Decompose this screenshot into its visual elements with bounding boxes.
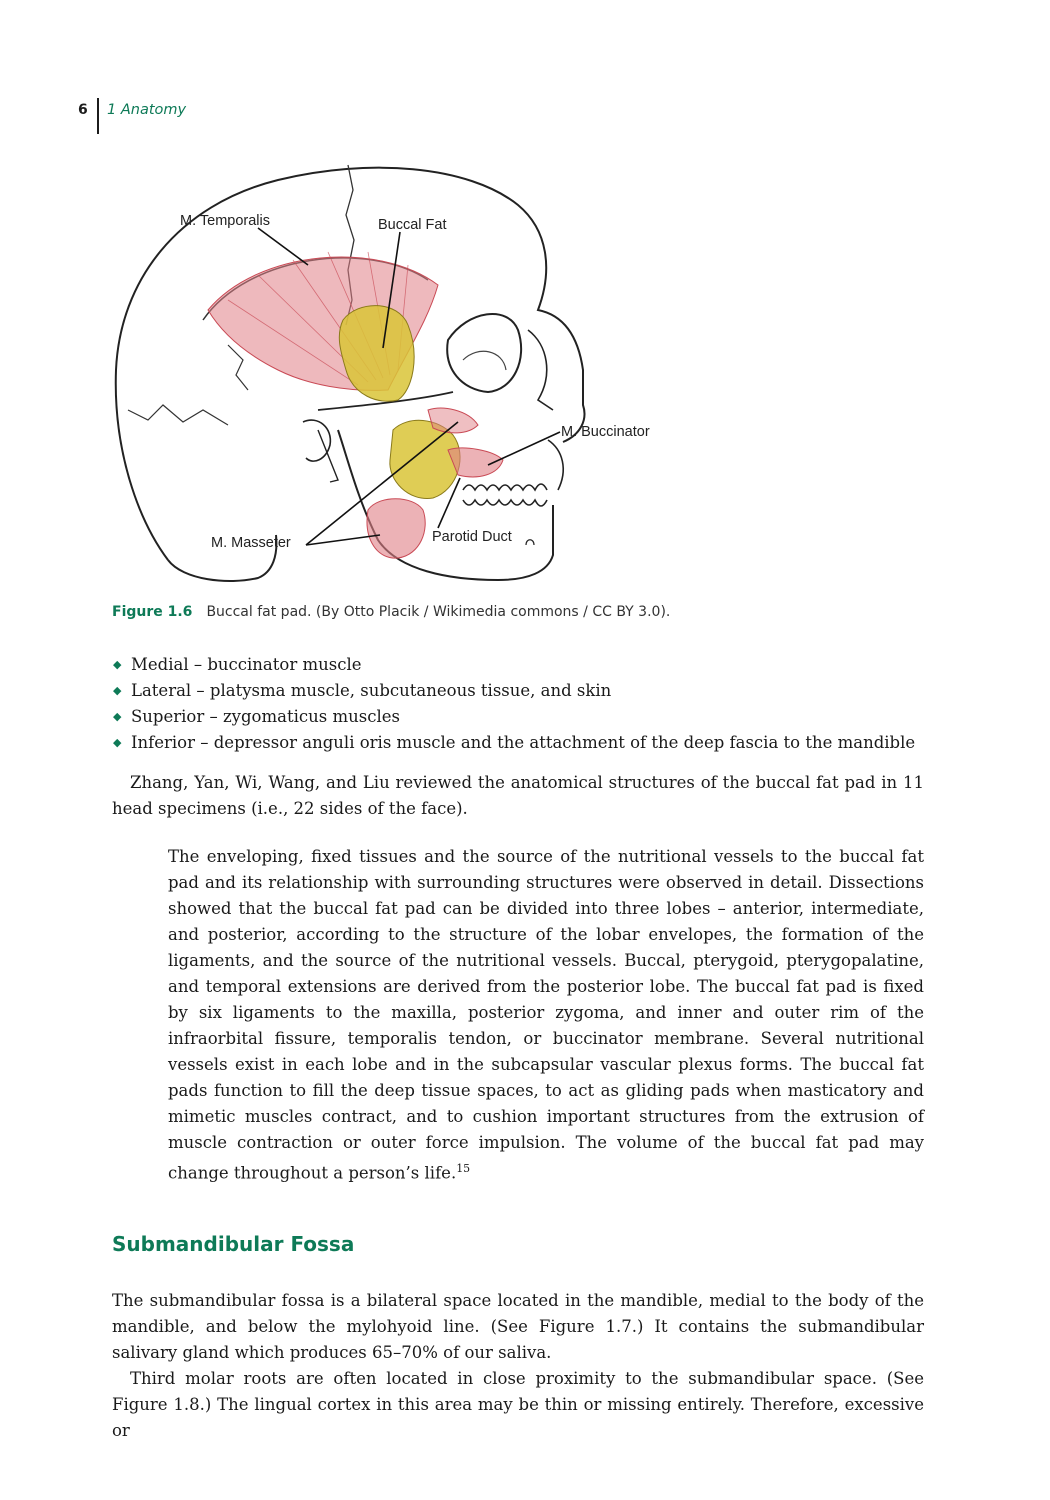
list-item (112, 730, 932, 756)
bullet-list (112, 652, 932, 756)
page-number: 6 (78, 102, 88, 118)
label-buccal-fat: Buccal Fat (378, 217, 447, 233)
label-parotid-duct: Parotid Duct (432, 529, 512, 545)
paragraph-submandibular: The submandibular fossa is a bilateral space located in the mandible, medial to the body of the mandible, and below the mylohyoid line. (See Figure 1.7.) It contains the submandibular salivary gland which produces 65–70% of our saliva. (112, 1291, 924, 1362)
header-rule (97, 98, 99, 134)
masseter-muscle (367, 499, 425, 558)
label-temporalis: M. Temporalis (180, 213, 270, 229)
running-header (78, 98, 186, 134)
list-item (112, 678, 932, 704)
skull-illustration (108, 160, 708, 600)
list-item-text: Inferior – depressor anguli oris muscle and the attachment of the deep fascia to the mandible (131, 733, 916, 752)
orbit (447, 314, 521, 392)
paragraph-third-molar: Third molar roots are often located in close proximity to the submandibular space. (See Figure 1.8.) The lingual cortex in this area may be thin or missing entirely. Therefore, excessive or (112, 1369, 924, 1440)
paragraph-intro: Zhang, Yan, Wi, Wang, and Liu reviewed the anatomical structures of the buccal fat pad in 11 head specimens (i.e., 22 sides of the face). (112, 773, 924, 818)
chapter-title: 1 Anatomy (107, 102, 187, 118)
list-item-text: Lateral – platysma muscle, subcutaneous tissue, and skin (131, 681, 612, 700)
quote-text: The enveloping, fixed tissues and the source of the nutritional vessels to the buccal fat pad and its relationship with surrounding structures were observed in detail. Dissections showed that the buccal fat pad can be divided into three lobes – anterior, intermediate, and posterior, according to the structure of the lobar envelopes, the formation of the ligaments, and the source of the nutritional vessels. Buccal, pterygoid, pterygopalatine, and temporal extensions are derived from the posterior lobe. The buccal fat pad is fixed by six ligaments to the maxilla, posterior zygoma, and inner and outer rim of the infraorbital fissure, temporalis tendon, or buccinator membrane. Several nutritional vessels exist in each lobe and in the subcapsular vascular plexus forms. The buccal fat pads function to fill the deep tissue spaces, to act as gliding pads when masticatory and mimetic muscles contract, and to cushion important structures from the extrusion of muscle contraction or outer force impulsion. The volume of the buccal fat pad may change throughout a person’s life. (168, 847, 924, 1183)
list-item (112, 704, 932, 730)
label-buccinator: M. Buccinator (561, 424, 650, 440)
bullet-icon: ◆ (113, 658, 122, 671)
section-heading: Submandibular Fossa (112, 1232, 355, 1256)
bullet-icon: ◆ (113, 736, 122, 749)
list-item-text: Medial – buccinator muscle (131, 655, 362, 674)
figure-caption (112, 604, 670, 620)
upper-teeth (463, 484, 547, 490)
list-item-text: Superior – zygomaticus muscles (131, 707, 400, 726)
bullet-icon: ◆ (113, 710, 122, 723)
label-masseter: M. Masseter (211, 535, 291, 551)
block-quote (168, 844, 924, 1187)
reference-superscript: 15 (456, 1162, 471, 1175)
lower-teeth (463, 500, 547, 506)
bullet-icon: ◆ (113, 684, 122, 697)
list-item (112, 652, 932, 678)
caption-text: Buccal fat pad. (By Otto Placik / Wikimedia commons / CC BY 3.0). (206, 604, 671, 620)
figure-number: Figure 1.6 (112, 604, 193, 620)
